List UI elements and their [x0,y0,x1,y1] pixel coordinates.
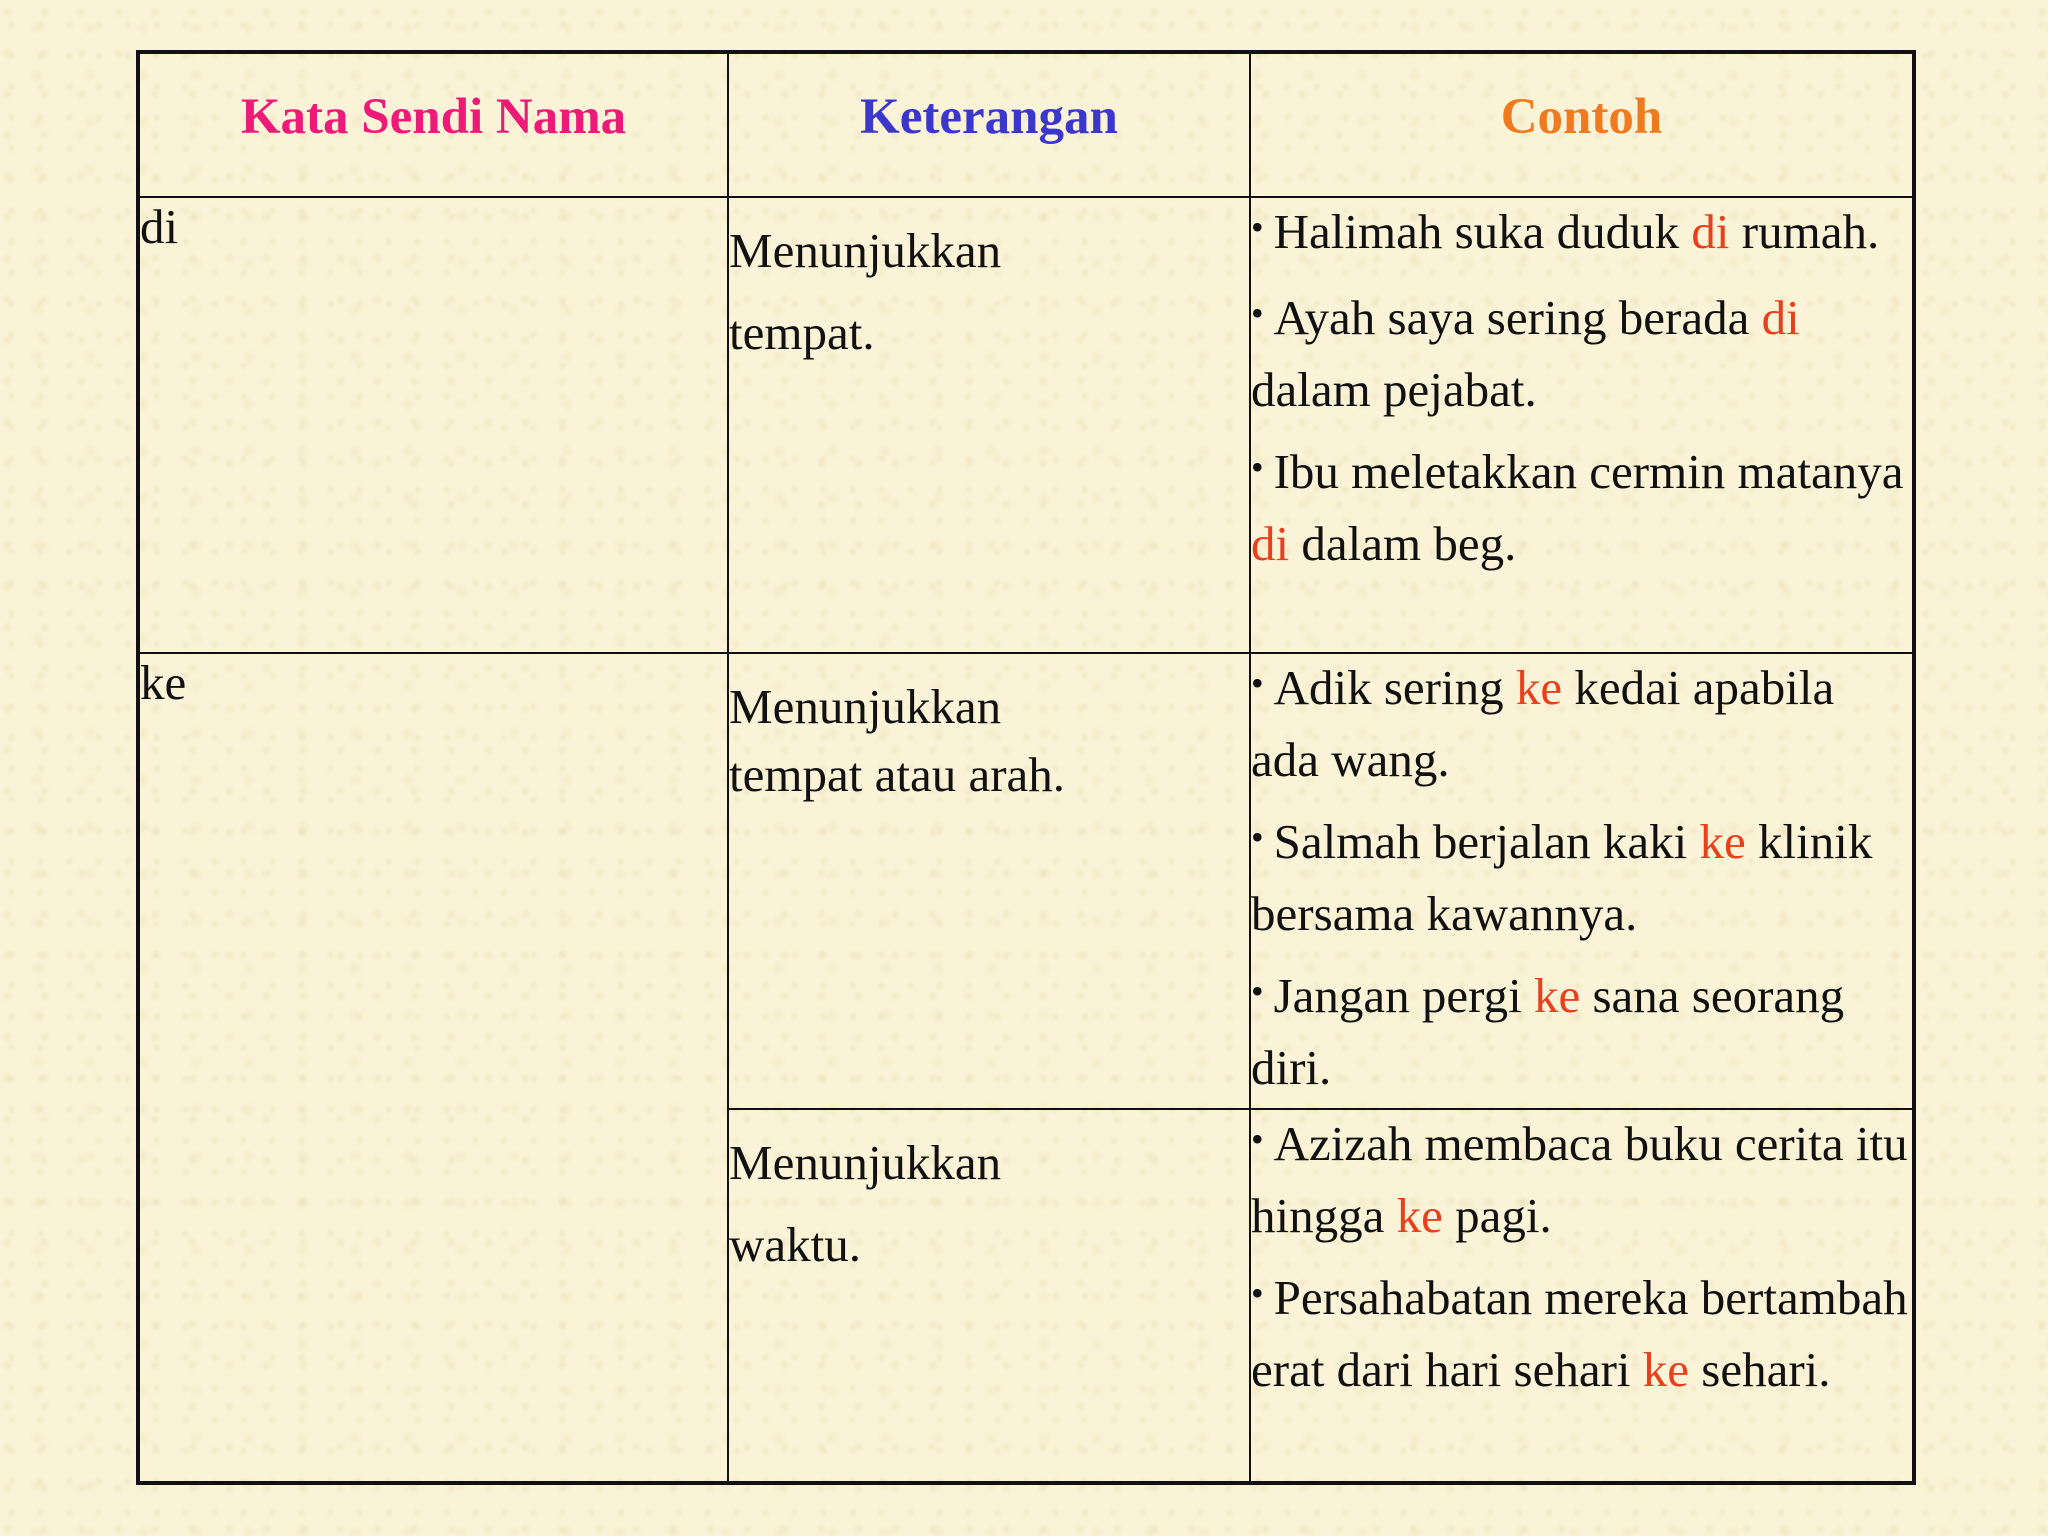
example-text: dalam beg. [1289,516,1517,571]
examples-cell [1250,653,1914,1109]
description-cell [728,1109,1250,1483]
examples-cell [1250,1109,1914,1483]
header-kata-sendi-nama: Kata Sendi Nama [138,52,728,197]
description-line: Menunjukkan [729,1135,1002,1190]
example-text: Ayah saya sering berada [1273,290,1762,345]
example-text: Persahabatan mereka bertambah erat dari hari sehari [1251,1270,1908,1397]
example-text: Salmah berjalan kaki [1273,814,1700,869]
header-contoh: Contoh [1250,52,1914,197]
example-item [1251,284,1912,424]
bullet-icon: • [1251,817,1264,857]
bullet-icon: • [1251,663,1264,703]
example-text: Ibu meletakkan cermin matanya [1273,444,1904,499]
description-cell [728,197,1250,653]
description-cell [728,653,1250,1109]
bullet-icon: • [1251,207,1264,247]
example-text: sana seorang diri. [1251,968,1845,1095]
highlighted-preposition: ke [1642,1342,1690,1397]
description-line: Menunjukkan [729,223,1002,278]
highlighted-preposition: di [1691,204,1730,259]
description-line: waktu. [729,1217,861,1272]
example-text: pagi. [1442,1188,1552,1243]
bullet-icon: • [1251,1273,1264,1313]
table-row [138,653,1914,1109]
example-item [1251,808,1912,948]
bullet-icon: • [1251,971,1264,1011]
highlighted-preposition: ke [1699,814,1746,869]
example-item [1251,1110,1912,1250]
example-text: dalam pejabat. [1251,362,1537,417]
example-text: Adik sering [1273,660,1516,715]
highlighted-preposition: ke [1396,1188,1443,1243]
bullet-icon: • [1251,293,1264,333]
highlighted-preposition: ke [1533,968,1581,1023]
kata-sendi-table [136,50,1916,1485]
bullet-icon: • [1251,447,1264,487]
highlighted-preposition: di [1251,516,1290,571]
example-text: kedai apabila ada wang. [1251,660,1835,787]
highlighted-preposition: di [1761,290,1800,345]
example-item [1251,654,1912,794]
example-item [1251,962,1912,1102]
example-text: klinik bersama kawannya. [1251,814,1873,941]
description-line: Menunjukkan [729,679,1002,734]
example-text: Halimah suka duduk [1273,204,1692,259]
examples-cell [1250,197,1914,653]
example-text: sehari. [1689,1342,1831,1397]
bullet-icon: • [1251,1119,1264,1159]
description-line: tempat atau arah. [729,747,1066,802]
header-keterangan: Keterangan [728,52,1250,197]
example-text: Azizah membaca buku cerita itu hingga [1251,1116,1908,1243]
example-item [1251,438,1912,578]
description-line: tempat. [729,305,875,360]
highlighted-preposition: ke [1515,660,1563,715]
example-text: Jangan pergi [1273,968,1534,1023]
word-cell: di [138,197,728,653]
example-text: rumah. [1729,204,1880,259]
table-header-row [138,52,1914,197]
example-item [1251,198,1912,270]
table-row [138,197,1914,653]
example-item [1251,1264,1912,1404]
word-cell: ke [138,653,728,1483]
